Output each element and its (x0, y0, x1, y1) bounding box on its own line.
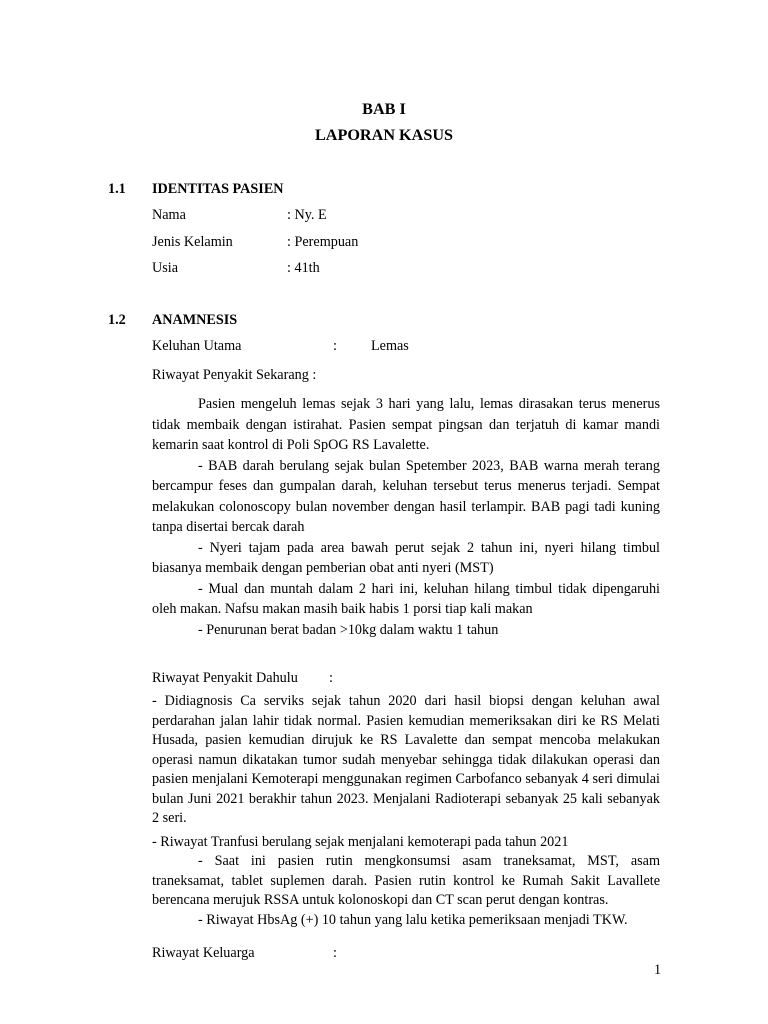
field-value-name: : Ny. E (287, 207, 327, 223)
past-history-text (152, 692, 660, 930)
current-history-paragraph: Pasien mengeluh lemas sejak 3 hari yang lalu, lemas dirasakan terus menerus tidak membaik dengan istirahat. Pasien sempat pingsan dan terjatuh di kamar mandi kemarin saat kontrol di Poli SpOG RS Lavalette. (152, 396, 660, 453)
field-label-age: Usia (152, 260, 179, 276)
chapter-heading: BAB I (362, 100, 406, 118)
field-label-gender: Jenis Kelamin (152, 234, 233, 250)
section-number-identity: 1.1 (108, 181, 126, 197)
past-history-paragraph: - Riwayat HbsAg (+) 10 tahun yang lalu ketika pemeriksaan menjadi TKW. (198, 911, 628, 928)
past-history-paragraph: - Saat ini pasien rutin mengkonsumsi asam traneksamat, MST, asam traneksamat, tablet suplemen darah. Pasien rutin kontrol ke Rumah Sakit Lavallete berencana merujuk RSSA untuk kolonoskopi dan CT scan perut dengan kontras. (152, 853, 660, 908)
field-value-gender: : Perempuan (287, 234, 359, 250)
page-number: 1 (654, 962, 662, 978)
current-history-label: Riwayat Penyakit Sekarang : (152, 367, 317, 383)
chief-complaint-label: Keluhan Utama (152, 338, 242, 354)
current-history-paragraph: - Nyeri tajam pada area bawah perut sejak 2 tahun ini, nyeri hilang timbul biasanya membaik dengan pemberian obat anti nyeri (MST) (152, 539, 660, 576)
past-history-colon: : (329, 670, 333, 686)
chief-complaint-colon: : (333, 338, 337, 354)
past-history-label: Riwayat Penyakit Dahulu (152, 670, 298, 686)
section-title-anamnesis: ANAMNESIS (152, 312, 238, 328)
chapter-title: LAPORAN KASUS (314, 126, 454, 144)
field-label-name: Nama (152, 207, 186, 223)
current-history-text (152, 394, 660, 640)
family-history-label: Riwayat Keluarga (152, 945, 255, 961)
past-history-paragraph: - Riwayat Tranfusi berulang sejak menjalani kemoterapi pada tahun 2021 (152, 833, 569, 850)
section-number-anamnesis: 1.2 (108, 312, 126, 328)
current-history-paragraph: - BAB darah berulang sejak bulan Spetember 2023, BAB warna merah terang bercampur feses dan gumpalan darah, keluhan tersebut terus menerus terjadi. Sempat melakukan colonoscopy bulan november dengan hasil terlampir. BAB pagi tadi kuning tanpa disertai bercak darah (152, 457, 660, 535)
past-history-paragraph: - Didiagnosis Ca serviks sejak tahun 2020 dari hasil biopsi dengan keluhan awal perdarahan jalan lahir tidak normal. Pasien kemudian memeriksakan diri ke RS Melati Husada, pasien kemudian dirujuk ke RS Lavalette dan sempat mencoba melakukan operasi namun dikatakan tumor sudah menyebar sehingga tidak dilakukan operasi dan pasien menjalani Kemoterapi menggunakan regimen Carbofanco sebanyak 4 seri dimulai bulan Juni 2021 berakhir tahun 2023. Menjalani Radioterapi sebanyak 25 kali sebanyak 2 seri. (152, 693, 660, 826)
current-history-paragraph: - Mual dan muntah dalam 2 hari ini, keluhan hilang timbul tidak dipengaruhi oleh makan. Nafsu makan masih baik habis 1 porsi tiap kali makan (152, 580, 660, 617)
chief-complaint-value: Lemas (371, 338, 409, 354)
field-value-age: : 41th (287, 260, 320, 276)
family-history-colon: : (333, 945, 337, 961)
section-title-identity: IDENTITAS PASIEN (152, 181, 284, 197)
current-history-paragraph: - Penurunan berat badan >10kg dalam waktu 1 tahun (198, 621, 499, 638)
